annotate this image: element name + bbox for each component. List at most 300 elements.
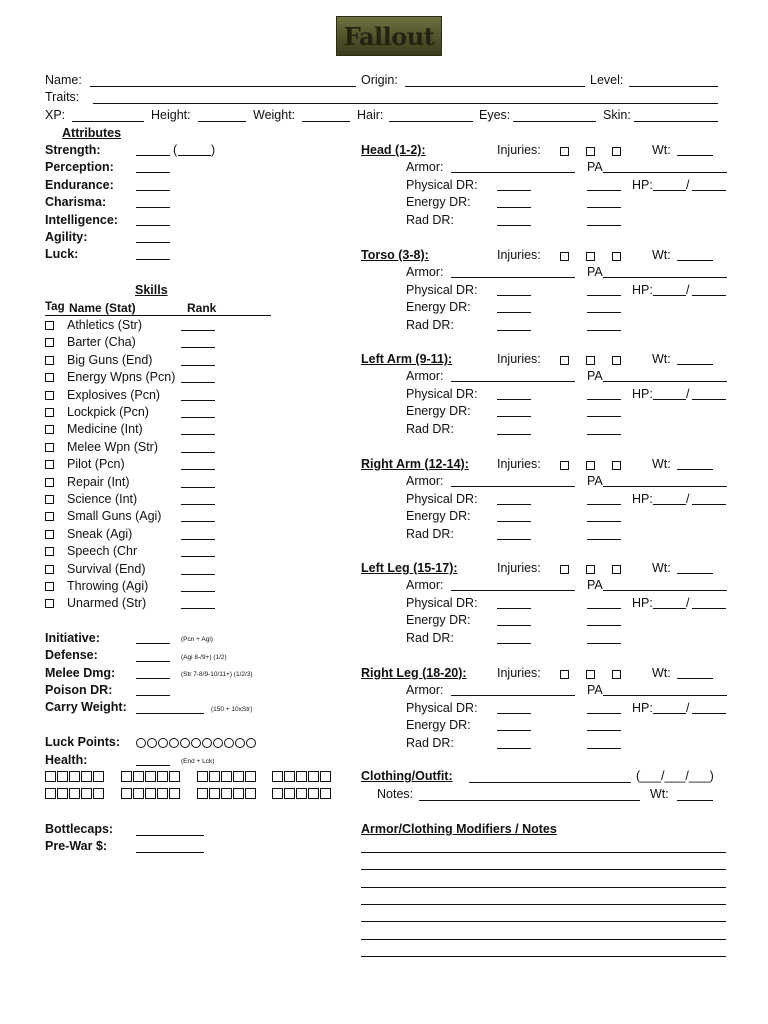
health-box-icon[interactable] [69,788,80,799]
energy-dr-field[interactable] [497,730,531,731]
hp-current-field[interactable] [653,190,686,191]
injury-checkbox-icon[interactable] [560,252,569,261]
hp-max-field[interactable] [692,399,726,400]
attribute-label: Endurance: [45,177,114,192]
luck-points-circles[interactable] [136,736,257,750]
injury-checkbox[interactable] [560,249,569,263]
injury-checkbox[interactable] [586,458,595,472]
armor-field[interactable] [451,381,575,382]
health-box-icon[interactable] [157,771,168,782]
injury-checkbox-icon[interactable] [586,565,595,574]
skill-rank-field[interactable] [181,521,215,522]
health-box-icon[interactable] [245,771,256,782]
skill-name: Athletics (Str) [67,318,143,332]
injury-checkbox-icon[interactable] [586,461,595,470]
health-box-icon[interactable] [121,771,132,782]
clothing-title: Clothing/Outfit: [361,769,453,783]
rad-dr-mod-field[interactable] [587,330,621,331]
attribute-field[interactable] [136,225,170,226]
energy-dr-field[interactable] [497,416,531,417]
skill-name: Survival (End) [67,561,146,576]
injury-checkbox[interactable] [560,458,569,472]
physical-dr-mod-field[interactable] [587,190,621,191]
health-box-icon[interactable] [133,771,144,782]
rad-dr-field[interactable] [497,434,531,435]
tag-checkbox-icon[interactable] [45,391,54,400]
modifier-note-line[interactable] [361,887,726,888]
tag-checkbox-icon[interactable] [45,530,54,539]
injury-checkbox[interactable] [612,667,621,681]
skill-rank-field[interactable] [181,608,215,609]
skill-rank-field[interactable] [181,574,215,575]
health-box-group[interactable] [197,788,257,799]
hp-max-field[interactable] [692,190,726,191]
rad-dr-field[interactable] [497,225,531,226]
injury-checkbox[interactable] [586,144,595,158]
tag-checkbox-icon[interactable] [45,582,54,591]
wt-field[interactable] [677,260,713,261]
physical-dr-label: Physical DR: [406,387,478,401]
origin-label: Origin: [361,73,398,87]
skill-row [45,335,54,349]
luck-circle-icon[interactable] [202,738,212,748]
hp-label: HP: [632,491,653,506]
physical-dr-field[interactable] [497,295,531,296]
health-box-icon[interactable] [296,771,307,782]
tag-checkbox-icon[interactable] [45,356,54,365]
tag-checkbox-icon[interactable] [45,547,54,556]
injury-checkbox-icon[interactable] [586,670,595,679]
injury-checkbox[interactable] [612,458,621,472]
tag-checkbox-icon[interactable] [45,321,54,330]
skill-name: Melee Wpn (Str) [67,439,158,454]
hp-current-field[interactable] [653,399,686,400]
attribute-field[interactable] [136,259,170,260]
clothing-field[interactable] [469,782,631,783]
prewar-field[interactable] [136,852,204,853]
health-box-icon[interactable] [197,771,208,782]
physical-dr-field[interactable] [497,504,531,505]
injury-checkbox[interactable] [586,667,595,681]
health-box-icon[interactable] [209,771,220,782]
hp-current-field[interactable] [653,504,686,505]
wt-field[interactable] [677,573,713,574]
attribute-field[interactable] [136,172,170,173]
wt-label: Wt: [652,665,671,680]
strength-mod-field[interactable] [178,155,211,156]
skill-rank-field[interactable] [181,347,215,348]
xp-field[interactable] [72,121,144,122]
hp-current-field[interactable] [653,295,686,296]
injury-checkbox[interactable] [560,144,569,158]
energy-dr-label: Energy DR: [406,717,471,732]
wt-field[interactable] [677,155,713,156]
health-box-group[interactable] [272,771,332,782]
skill-rank-field[interactable] [181,434,215,435]
rad-dr-label: Rad DR: [406,317,454,332]
skill-rank-field[interactable] [181,556,215,557]
energy-dr-field[interactable] [497,521,531,522]
health-box-icon[interactable] [233,788,244,799]
health-box-group[interactable] [45,788,105,799]
modifier-note-line[interactable] [361,869,726,870]
health-box-icon[interactable] [284,788,295,799]
modifier-note-line[interactable] [361,904,726,905]
injury-checkbox-icon[interactable] [612,461,621,470]
defense-note: (Agi 8-/9+) (1/2) [181,654,227,661]
health-box-icon[interactable] [320,771,331,782]
level-label: Level: [590,73,624,87]
physical-dr-mod-field[interactable] [587,608,621,609]
tag-checkbox-icon[interactable] [45,565,54,574]
pa-label: PA [587,369,603,383]
energy-dr-label: Energy DR: [406,299,471,314]
modifier-note-line[interactable] [361,921,726,922]
luck-circle-icon[interactable] [147,738,157,748]
modifier-note-line[interactable] [361,939,726,940]
skill-row [45,318,54,332]
energy-dr-field[interactable] [497,207,531,208]
attribute-field[interactable] [136,207,170,208]
modifier-note-line[interactable] [361,956,726,957]
armor-field[interactable] [451,277,575,278]
skill-rank-field[interactable] [181,452,215,453]
rad-dr-mod-field[interactable] [587,643,621,644]
hair-field[interactable] [389,121,473,122]
melee-dmg-field[interactable] [136,678,170,679]
bottlecaps-field[interactable] [136,835,204,836]
level-field[interactable] [629,86,718,87]
weight-field[interactable] [302,121,350,122]
injury-checkbox[interactable] [560,562,569,576]
skill-row [45,562,54,576]
skill-name: Big Guns (End) [67,352,153,367]
energy-dr-field[interactable] [497,312,531,313]
injury-checkbox[interactable] [586,249,595,263]
tag-checkbox-icon[interactable] [45,512,54,521]
skill-name: Barter (Cha) [67,335,136,350]
energy-dr-mod-field[interactable] [587,730,621,731]
skill-row [45,388,54,402]
injuries-label: Injuries: [497,143,541,157]
physical-dr-field[interactable] [497,399,531,400]
physical-dr-mod-field[interactable] [587,713,621,714]
carry-weight-label: Carry Weight: [45,700,127,714]
health-box-icon[interactable] [169,771,180,782]
rad-dr-mod-field[interactable] [587,434,621,435]
injury-checkbox[interactable] [612,562,621,576]
pa-label: PA [587,578,603,592]
health-box-icon[interactable] [81,788,92,799]
hp-current-field[interactable] [653,713,686,714]
injuries-label: Injuries: [497,456,541,471]
rad-dr-field[interactable] [497,539,531,540]
luck-points-label: Luck Points: [45,735,121,749]
skill-rank-field[interactable] [181,487,215,488]
health-box-icon[interactable] [233,771,244,782]
initiative-field[interactable] [136,643,170,644]
luck-circle-icon[interactable] [180,738,190,748]
tag-checkbox-icon[interactable] [45,443,54,452]
luck-circle-icon[interactable] [136,738,146,748]
height-label: Height: [151,108,191,122]
armor-label: Armor: [406,682,444,697]
health-box-icon[interactable] [284,771,295,782]
height-field[interactable] [198,121,246,122]
skin-label: Skin: [603,108,631,122]
skill-rank-field[interactable] [181,417,215,418]
injury-checkbox-icon[interactable] [612,147,621,156]
skill-name: Repair (Int) [67,474,130,489]
skill-rank-field[interactable] [181,382,215,383]
injury-checkbox[interactable] [586,562,595,576]
armor-field[interactable] [451,695,575,696]
tag-checkbox-icon[interactable] [45,495,54,504]
injury-checkbox[interactable] [560,667,569,681]
health-box-icon[interactable] [221,771,232,782]
health-box-icon[interactable] [308,788,319,799]
luck-circle-icon[interactable] [213,738,223,748]
armor-field[interactable] [451,590,575,591]
injury-checkbox-icon[interactable] [560,147,569,156]
health-label: Health: [45,753,88,767]
tag-checkbox-icon[interactable] [45,478,54,487]
tag-checkbox-icon[interactable] [45,599,54,608]
clothing-wt-field[interactable] [677,800,713,801]
wt-field[interactable] [677,364,713,365]
health-box-icon[interactable] [245,788,256,799]
hp-max-field[interactable] [692,295,726,296]
pa-field[interactable] [603,381,727,382]
health-box-icon[interactable] [45,771,56,782]
health-box-icon[interactable] [272,771,283,782]
health-box-icon[interactable] [209,788,220,799]
health-box-icon[interactable] [93,771,104,782]
skill-row [45,353,54,367]
physical-dr-label: Physical DR: [406,282,478,297]
armor-label: Armor: [406,160,444,174]
hp-slash: / [686,700,690,715]
rad-dr-label: Rad DR: [406,422,454,436]
skill-rank-field[interactable] [181,400,215,401]
rad-dr-mod-field[interactable] [587,539,621,540]
health-box-icon[interactable] [145,788,156,799]
health-box-group[interactable] [121,771,181,782]
armor-field[interactable] [451,172,575,173]
wt-field[interactable] [677,469,713,470]
injury-checkbox-icon[interactable] [586,356,595,365]
injury-checkbox[interactable] [586,353,595,367]
injuries-label: Injuries: [497,352,541,366]
skill-row [45,422,54,436]
physical-dr-field[interactable] [497,713,531,714]
skill-row [45,544,54,558]
clothing-wt-label: Wt: [650,787,669,801]
rad-dr-field[interactable] [497,330,531,331]
rad-dr-mod-field[interactable] [587,225,621,226]
skill-name: Sneak (Agi) [67,526,133,541]
pa-field[interactable] [603,486,727,487]
health-box-icon[interactable] [57,771,68,782]
physical-dr-field[interactable] [497,190,531,191]
skin-field[interactable] [634,121,718,122]
strength-paren-open: ( [173,143,178,157]
energy-dr-mod-field[interactable] [587,625,621,626]
skill-rank-field[interactable] [181,330,215,331]
tag-checkbox-icon[interactable] [45,425,54,434]
hp-label: HP: [632,596,653,610]
injury-checkbox-icon[interactable] [560,461,569,470]
health-box-icon[interactable] [320,788,331,799]
health-box-icon[interactable] [133,788,144,799]
physical-dr-mod-field[interactable] [587,295,621,296]
health-box-icon[interactable] [145,771,156,782]
health-box-group[interactable] [45,771,105,782]
luck-circle-icon[interactable] [246,738,256,748]
pa-field[interactable] [603,590,727,591]
skill-row [45,457,54,471]
health-box-icon[interactable] [45,788,56,799]
tag-checkbox-icon[interactable] [45,338,54,347]
injury-checkbox[interactable] [612,249,621,263]
health-box-icon[interactable] [272,788,283,799]
luck-circle-icon[interactable] [158,738,168,748]
health-box-icon[interactable] [197,788,208,799]
skill-name: Throwing (Agi) [67,579,149,593]
hp-max-field[interactable] [692,504,726,505]
health-box-icon[interactable] [169,788,180,799]
injury-checkbox-icon[interactable] [612,356,621,365]
energy-dr-mod-field[interactable] [587,416,621,417]
injury-checkbox-icon[interactable] [560,356,569,365]
attribute-field[interactable] [136,242,170,243]
skills-col-tag: Tag [45,301,65,313]
health-box-icon[interactable] [81,771,92,782]
pa-label: PA [587,160,603,174]
physical-dr-mod-field[interactable] [587,504,621,505]
armor-field[interactable] [451,486,575,487]
tag-checkbox-icon[interactable] [45,460,54,469]
pa-field[interactable] [603,172,727,173]
initiative-label: Initiative: [45,631,100,645]
luck-circle-icon[interactable] [169,738,179,748]
hp-slash: / [686,387,690,401]
skill-rank-field[interactable] [181,469,215,470]
injury-checkbox-icon[interactable] [560,565,569,574]
rad-dr-field[interactable] [497,643,531,644]
physical-dr-field[interactable] [497,608,531,609]
luck-circle-icon[interactable] [235,738,245,748]
clothing-notes-field[interactable] [419,800,640,801]
skill-rank-field[interactable] [181,591,215,592]
name-field[interactable] [90,86,356,87]
attribute-field[interactable] [136,155,170,156]
origin-field[interactable] [405,86,585,87]
defense-label: Defense: [45,648,98,662]
tag-checkbox-icon[interactable] [45,373,54,382]
health-box-group[interactable] [121,788,181,799]
skills-col-rank: Rank [187,301,217,315]
hp-slash: / [686,491,690,506]
skill-rank-field[interactable] [181,539,215,540]
energy-dr-mod-field[interactable] [587,207,621,208]
traits-field[interactable] [93,103,718,104]
skill-rank-field[interactable] [181,504,215,505]
carry-weight-field[interactable] [136,713,204,714]
clothing-paren[interactable]: (___/___/___) [636,769,714,783]
strength-paren-close: ) [211,143,216,157]
wt-label: Wt: [652,247,671,262]
injury-checkbox[interactable] [560,353,569,367]
attribute-label: Intelligence: [45,212,118,227]
health-box-group[interactable] [272,788,332,799]
pa-field[interactable] [603,695,727,696]
physical-dr-label: Physical DR: [406,596,478,610]
health-box-icon[interactable] [157,788,168,799]
health-box-icon[interactable] [308,771,319,782]
luck-circle-icon[interactable] [224,738,234,748]
health-box-icon[interactable] [121,788,132,799]
armor-label: Armor: [406,369,444,383]
skill-row [45,596,54,610]
wt-field[interactable] [677,678,713,679]
skill-row [45,440,54,454]
health-box-icon[interactable] [221,788,232,799]
injury-checkbox-icon[interactable] [586,252,595,261]
skill-rank-field[interactable] [181,365,215,366]
injury-checkbox[interactable] [612,144,621,158]
energy-dr-label: Energy DR: [406,404,471,418]
energy-dr-mod-field[interactable] [587,312,621,313]
rad-dr-field[interactable] [497,748,531,749]
tag-checkbox-icon[interactable] [45,408,54,417]
injuries-label: Injuries: [497,665,541,680]
health-box-icon[interactable] [69,771,80,782]
defense-field[interactable] [136,661,170,662]
attribute-field[interactable] [136,190,170,191]
skill-name: Unarmed (Str) [67,596,147,611]
health-field[interactable] [136,765,170,766]
energy-dr-field[interactable] [497,625,531,626]
hp-max-field[interactable] [692,608,726,609]
poison-dr-field[interactable] [136,695,170,696]
clothing-notes-label: Notes: [377,787,414,801]
pa-label: PA [587,682,603,697]
health-box-icon[interactable] [93,788,104,799]
skill-row [45,405,54,419]
health-box-icon[interactable] [296,788,307,799]
injury-checkbox-icon[interactable] [586,147,595,156]
injury-checkbox[interactable] [612,353,621,367]
health-box-group[interactable] [197,771,257,782]
physical-dr-mod-field[interactable] [587,399,621,400]
injury-checkbox-icon[interactable] [612,565,621,574]
injury-checkbox-icon[interactable] [560,670,569,679]
rad-dr-mod-field[interactable] [587,748,621,749]
pa-field[interactable] [603,277,727,278]
injury-checkbox-icon[interactable] [612,252,621,261]
luck-circle-icon[interactable] [191,738,201,748]
modifier-note-line[interactable] [361,852,726,853]
health-box-icon[interactable] [57,788,68,799]
energy-dr-mod-field[interactable] [587,521,621,522]
hp-max-field[interactable] [692,713,726,714]
injury-checkbox-icon[interactable] [612,670,621,679]
hp-current-field[interactable] [653,608,686,609]
skill-name: Science (Int) [67,492,138,506]
energy-dr-label: Energy DR: [406,195,471,209]
eyes-field[interactable] [513,121,596,122]
